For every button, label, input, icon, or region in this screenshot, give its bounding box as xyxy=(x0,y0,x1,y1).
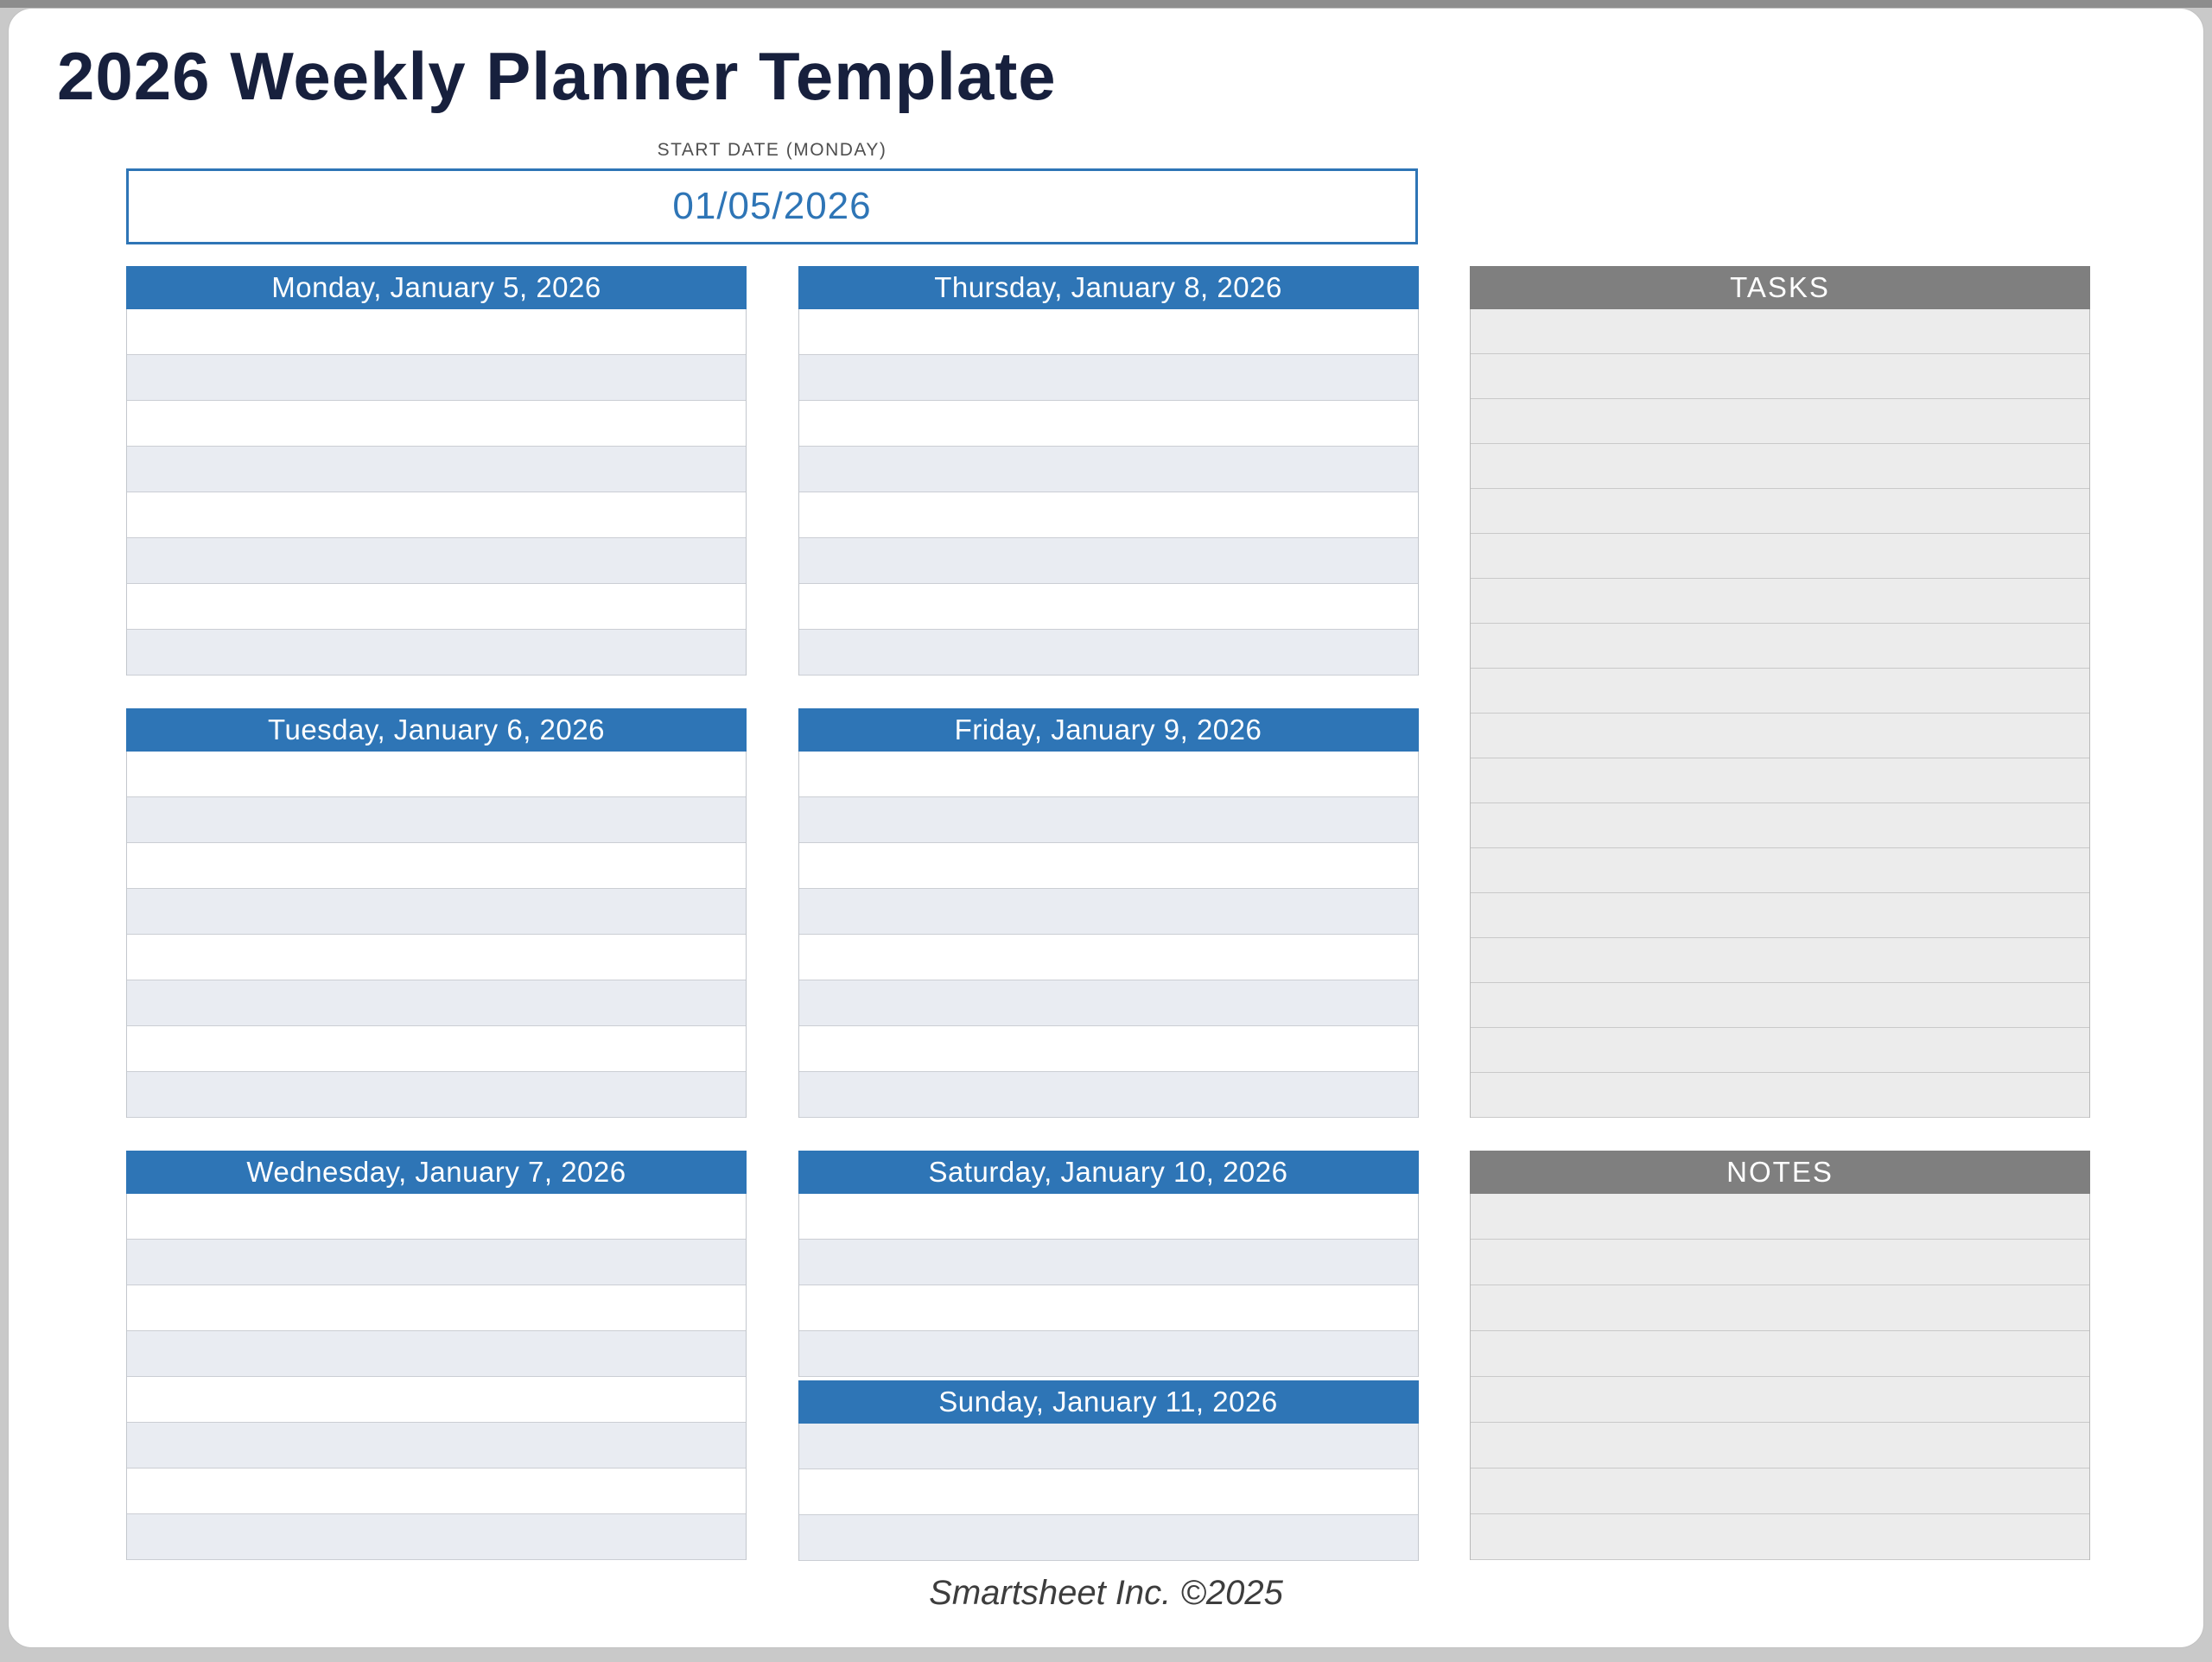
tasks-panel-header: TASKS xyxy=(1470,266,2090,309)
day-row[interactable] xyxy=(127,584,746,630)
day-row[interactable] xyxy=(127,447,746,492)
day-row[interactable] xyxy=(799,1515,1418,1561)
notes-panel xyxy=(1470,1151,2090,1560)
day-row[interactable] xyxy=(799,1072,1418,1118)
start-date-input[interactable] xyxy=(126,168,1418,244)
day-card-header: Sunday, January 11, 2026 xyxy=(798,1380,1419,1424)
day-row[interactable] xyxy=(127,1285,746,1331)
task-row[interactable] xyxy=(1471,579,2089,624)
column-middle xyxy=(798,266,1419,1561)
day-row[interactable] xyxy=(799,538,1418,584)
day-row[interactable] xyxy=(799,355,1418,401)
planner-grid xyxy=(126,266,2090,1561)
notes-panel-header: NOTES xyxy=(1470,1151,2090,1194)
task-row[interactable] xyxy=(1471,534,2089,579)
note-row[interactable] xyxy=(1471,1514,2089,1560)
day-row[interactable] xyxy=(127,538,746,584)
task-row[interactable] xyxy=(1471,669,2089,714)
day-row[interactable] xyxy=(799,935,1418,980)
day-row[interactable] xyxy=(127,630,746,676)
day-row[interactable] xyxy=(127,1240,746,1285)
day-row[interactable] xyxy=(799,584,1418,630)
task-row[interactable] xyxy=(1471,938,2089,983)
start-date-label: START DATE (MONDAY) xyxy=(657,140,887,160)
column-right xyxy=(1470,266,2090,1561)
day-card-friday xyxy=(798,708,1419,1118)
day-row[interactable] xyxy=(127,1469,746,1514)
day-row[interactable] xyxy=(799,1194,1418,1240)
task-row[interactable] xyxy=(1471,354,2089,399)
task-row[interactable] xyxy=(1471,1028,2089,1073)
day-row[interactable] xyxy=(127,1331,746,1377)
task-row[interactable] xyxy=(1471,1073,2089,1118)
note-row[interactable] xyxy=(1471,1377,2089,1423)
day-row[interactable] xyxy=(799,492,1418,538)
task-row[interactable] xyxy=(1471,399,2089,444)
task-row[interactable] xyxy=(1471,803,2089,848)
window-top-divider xyxy=(0,0,2212,8)
day-row[interactable] xyxy=(127,797,746,843)
day-row[interactable] xyxy=(127,492,746,538)
note-row[interactable] xyxy=(1471,1240,2089,1285)
day-card-thursday xyxy=(798,266,1419,676)
task-row[interactable] xyxy=(1471,893,2089,938)
day-row[interactable] xyxy=(799,889,1418,935)
day-row[interactable] xyxy=(127,1072,746,1118)
day-row[interactable] xyxy=(127,980,746,1026)
column-left xyxy=(126,266,747,1561)
note-row[interactable] xyxy=(1471,1194,2089,1240)
day-row[interactable] xyxy=(127,889,746,935)
day-row[interactable] xyxy=(799,1469,1418,1515)
day-row[interactable] xyxy=(127,355,746,401)
day-card-header: Wednesday, January 7, 2026 xyxy=(126,1151,747,1194)
day-row[interactable] xyxy=(127,1423,746,1469)
day-row[interactable] xyxy=(799,1026,1418,1072)
note-row[interactable] xyxy=(1471,1423,2089,1469)
day-row[interactable] xyxy=(127,1194,746,1240)
day-row[interactable] xyxy=(127,1026,746,1072)
day-row[interactable] xyxy=(799,309,1418,355)
note-row[interactable] xyxy=(1471,1469,2089,1514)
day-row[interactable] xyxy=(127,1514,746,1560)
day-card-header: Thursday, January 8, 2026 xyxy=(798,266,1419,309)
day-card-header: Tuesday, January 6, 2026 xyxy=(126,708,747,752)
day-row[interactable] xyxy=(799,843,1418,889)
day-row[interactable] xyxy=(799,447,1418,492)
day-row[interactable] xyxy=(799,630,1418,676)
day-row[interactable] xyxy=(127,935,746,980)
day-card-header: Friday, January 9, 2026 xyxy=(798,708,1419,752)
day-row[interactable] xyxy=(127,1377,746,1423)
day-card-tuesday xyxy=(126,708,747,1118)
task-row[interactable] xyxy=(1471,983,2089,1028)
day-row[interactable] xyxy=(799,797,1418,843)
day-card-header: Saturday, January 10, 2026 xyxy=(798,1151,1419,1194)
day-row[interactable] xyxy=(127,309,746,355)
day-row[interactable] xyxy=(127,401,746,447)
page-title: 2026 Weekly Planner Template xyxy=(57,38,1057,114)
day-row[interactable] xyxy=(799,401,1418,447)
note-row[interactable] xyxy=(1471,1331,2089,1377)
day-card-header: Monday, January 5, 2026 xyxy=(126,266,747,309)
day-row[interactable] xyxy=(127,843,746,889)
task-row[interactable] xyxy=(1471,489,2089,534)
day-card-sunday xyxy=(798,1380,1419,1561)
task-row[interactable] xyxy=(1471,309,2089,354)
day-row[interactable] xyxy=(799,1240,1418,1285)
task-row[interactable] xyxy=(1471,848,2089,893)
planner-page xyxy=(8,8,2204,1648)
day-row[interactable] xyxy=(799,752,1418,797)
note-row[interactable] xyxy=(1471,1285,2089,1331)
task-row[interactable] xyxy=(1471,758,2089,803)
task-row[interactable] xyxy=(1471,624,2089,669)
day-row[interactable] xyxy=(799,1331,1418,1377)
start-date-group xyxy=(126,140,1418,244)
day-card-wednesday xyxy=(126,1151,747,1560)
task-row[interactable] xyxy=(1471,714,2089,758)
footer-credit: Smartsheet Inc. ©2025 xyxy=(929,1574,1283,1612)
day-row[interactable] xyxy=(799,1424,1418,1469)
task-row[interactable] xyxy=(1471,444,2089,489)
day-card-saturday xyxy=(798,1151,1419,1377)
day-card-monday xyxy=(126,266,747,676)
day-row[interactable] xyxy=(799,1285,1418,1331)
day-row[interactable] xyxy=(799,980,1418,1026)
tasks-panel xyxy=(1470,266,2090,1118)
day-row[interactable] xyxy=(127,752,746,797)
